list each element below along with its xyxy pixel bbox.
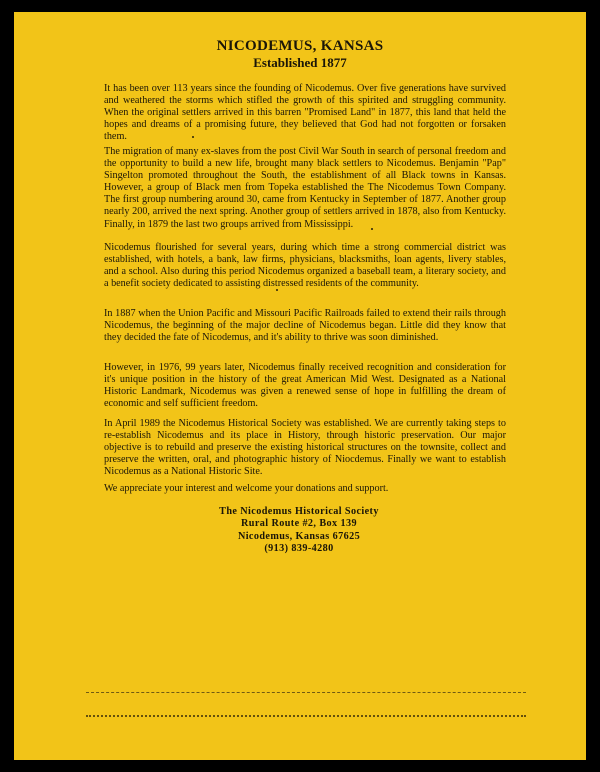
page-title: NICODEMUS, KANSAS bbox=[216, 38, 384, 54]
paragraph-railroads: In 1887 when the Union Pacific and Missouri Pacific Railroads failed to extend their rails through Nicodemus, the beginning of the major decline of Nicodemus began. Little did they know that they decided the fate of Nicodemus, and it's ability to thrive was soon diminished. bbox=[104, 308, 506, 344]
scan-artifact-line bbox=[86, 692, 526, 693]
scan-speck bbox=[192, 136, 194, 138]
scan-speck bbox=[371, 228, 373, 230]
address-line-organization: The Nicodemus Historical Society bbox=[219, 506, 379, 517]
address-line-route: Rural Route #2, Box 139 bbox=[241, 518, 357, 530]
address-line-city: Nicodemus, Kansas 67625 bbox=[237, 530, 361, 542]
paragraph-migration: The migration of many ex-slaves from the post Civil War South in search of personal freedom and the opportunity to build a new life, brought many black settlers to Nicodemus. Benjamin "Pap" Singelton promoted throughout the South, the establishment of all Black towns in Kansas. However, a group of Black men from Topeka established the The Nicodemus Town Company. The first group numbering around 30, came from Kentucky in September of 1877. Another group nearly 200, arrived the next spring. Another group of settlers arrived in 1878, also from Kentucky. Finally, in 1879 the last two groups arrived from Mississippi. bbox=[104, 146, 506, 230]
society-address bbox=[174, 506, 424, 555]
paragraph-appreciation: We appreciate your interest and welcome your donations and support. bbox=[104, 483, 389, 494]
paragraph-founding: It has been over 113 years since the founding of Nicodemus. Over five generations have survived and weathered the storms which stifled the growth of this spirited and struggling community. When the original settlers arrived in this barren "Promised Land" in 1877, this land that held the hopes and dreams of a promising future, they believed that God had not forgotten or forsaken them. bbox=[104, 83, 506, 143]
page-subtitle: Established 1877 bbox=[253, 55, 347, 70]
address-line-phone: (913) 839-4280 bbox=[264, 542, 334, 554]
paragraph-historical-society: In April 1989 the Nicodemus Historical Society was established. We are currently taking steps to re-establish Nicodemus and its place in History, through historic preservation. Our major objective is to rebuild and preserve the existing historical structures on the townsite, collect and preserve the written, oral, and photographic history of Niocdemus. Finally we want to establish Nicodemus as a National Historic Site. bbox=[104, 418, 506, 478]
paragraph-flourished: Nicodemus flourished for several years, during which time a strong commercial district was established, with hotels, a bank, law firms, physicians, blacksmiths, loan agents, livery stables, and a school. Also during this period Nicodemus organized a baseball team, a literary society, and a benefit society dedicated to assisting distressed residents of the community. bbox=[104, 242, 506, 290]
document-page bbox=[14, 12, 586, 760]
scan-speck bbox=[276, 289, 278, 291]
paragraph-recognition: However, in 1976, 99 years later, Nicodemus finally received recognition and consideration for it's unique position in the history of the great American Mid West. Designated as a National Historic Landmark, Nicodemus was given a renewed sense of hope in fulfilling the dream of economic and self sufficient freedom. bbox=[104, 362, 506, 410]
scan-artifact-line bbox=[86, 715, 526, 717]
